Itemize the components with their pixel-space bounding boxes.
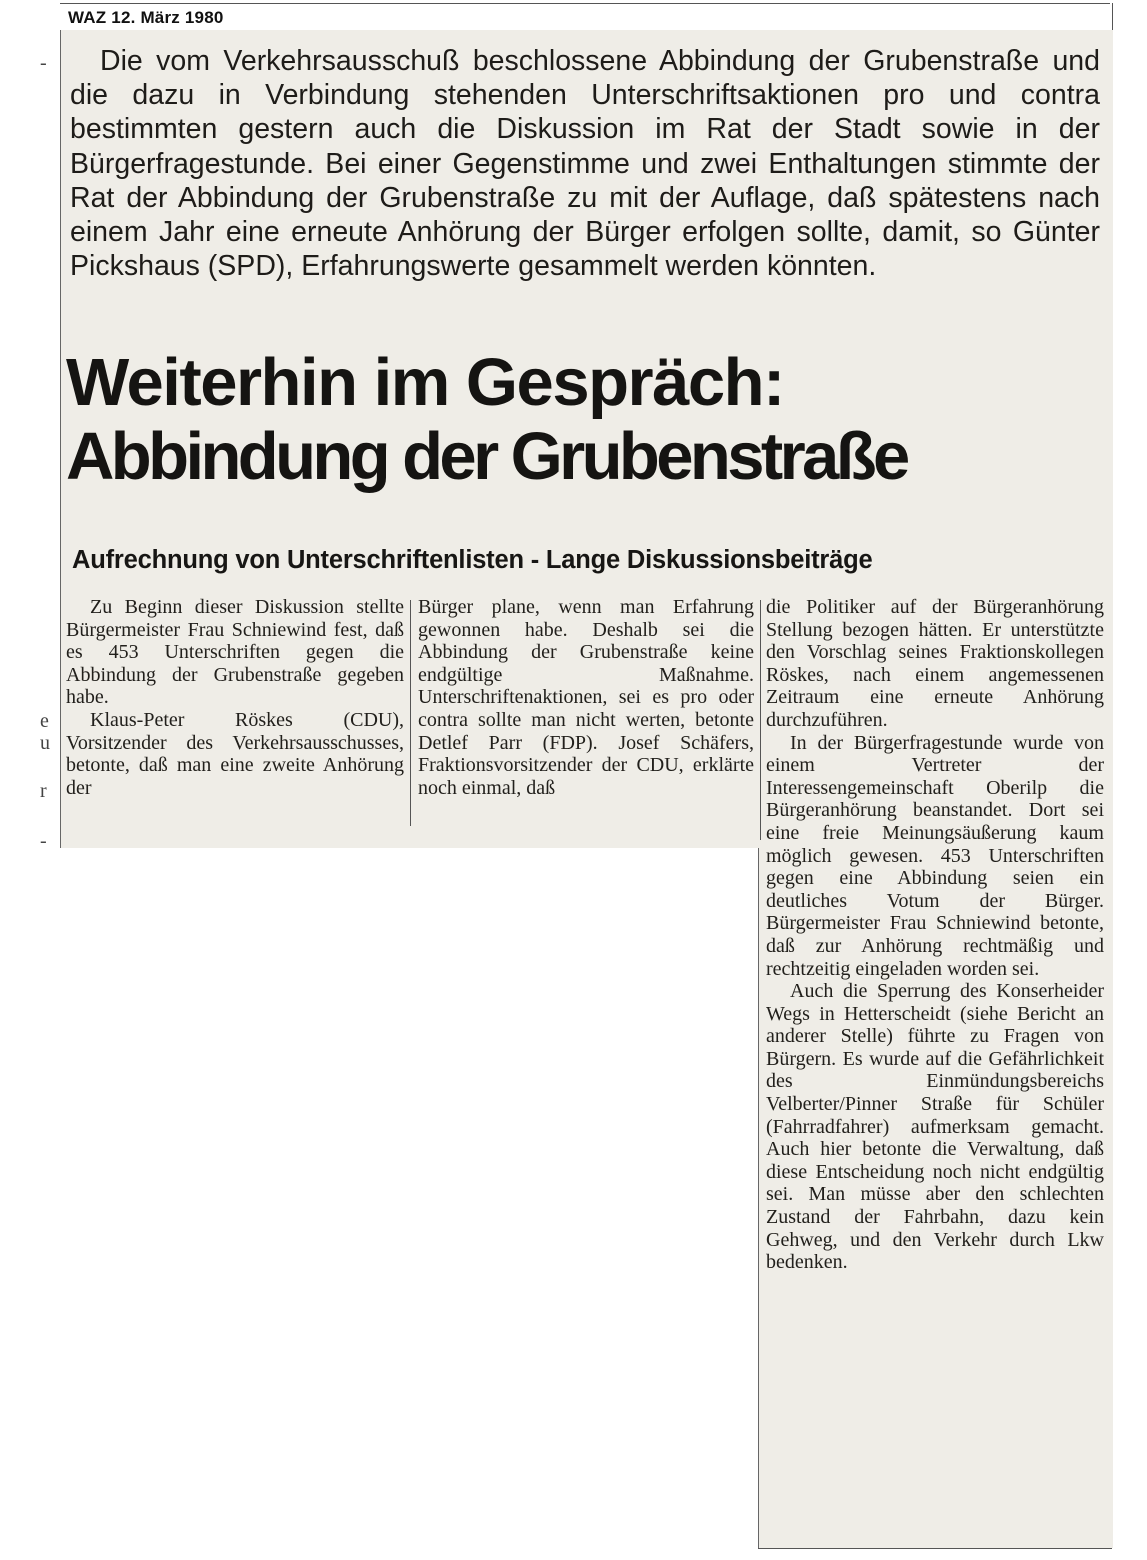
column-divider <box>760 600 761 840</box>
clipping-top-edge <box>60 3 1110 4</box>
article-headline <box>66 346 1111 494</box>
column-paragraph: In der Bürgerfragestunde wurde von einem Vertreter der Interessengemeinschaft Oberilp die Bürgeranhörung beanstandet. Dort sei eine freie Meinungsäußerung kaum möglich gewesen. 453 Unterschriften gegen eine Abbindung seien ein deutliches Votum der Bürger. Bürgermeister Frau Schniewind betonte, daß zur Anhörung rechtmäßig und rechtzeitig eingeladen worden sei. <box>766 731 1104 980</box>
column-paragraph: Klaus-Peter Röskes (CDU), Vorsitzender des Verkehrsausschusses, betonte, daß man eine zweite Anhörung der <box>66 708 404 799</box>
column-divider <box>410 600 411 826</box>
article-column-1 <box>66 596 404 799</box>
clipping-bottom-edge <box>758 1548 1112 1549</box>
margin-fragment: r <box>40 780 47 802</box>
article-column-2 <box>418 596 754 799</box>
article-intro: Die vom Verkehrsausschuß beschlossene Abbindung der Grubenstraße und die dazu in Verbindung stehenden Unterschriftsaktionen pro und contra bestimmten gestern auch die Diskussion im Rat der Stadt sowie in der Bürgerfragestunde. Bei einer Gegenstimme und zwei Enthaltungen stimmte der Rat der Abbindung der Grubenstraße zu mit der Auflage, daß spätestens nach einem Jahr eine erneute Anhörung der Bürger erfolgen sollte, damit, so Günter Pickshaus (SPD), Erfahrungswerte gesammelt werden könnten. <box>70 45 1100 283</box>
headline-line-2: Abbindung der Grubenstraße <box>66 419 907 494</box>
margin-dash: - <box>40 52 47 74</box>
column-paragraph: Auch die Sperrung des Konserheider Wegs in Hetterscheidt (siehe Bericht an anderer Stelle) führte zu Fragen von Bürgern. Es wurde auf die Gefährlichkeit des Einmündungsbereichs Velberter/Pinner Straße für Schüler (Fahrradfahrer) aufmerksam gemacht. Auch hier betonte die Verwaltung, daß diese Entscheidung noch nicht endgültig sei. Man müsse aber den schlechten Zustand der Fahrbahn, dazu kein Gehweg, und den Verkehr durch Lkw bedenken. <box>766 980 1104 1274</box>
margin-fragment: e <box>40 710 49 732</box>
margin-fragment: u <box>40 732 50 754</box>
article-column-3 <box>766 596 1104 1274</box>
article-subheadline: Aufrechnung von Unterschriftenlisten - Lange Diskussionsbeiträge <box>72 546 873 574</box>
source-label: WAZ 12. März 1980 <box>68 8 224 27</box>
margin-fragments <box>38 50 54 850</box>
column-paragraph: Zu Beginn dieser Diskussion stellte Bürgermeister Frau Schniewind fest, daß es 453 Unterschriften gegen die Abbindung der Grubenstraße gegeben habe. <box>66 596 404 709</box>
column-paragraph: Bürger plane, wenn man Erfahrung gewonnen habe. Deshalb sei die Abbindung der Grubenstraße keine endgültige Maßnahme. Unterschriftenaktionen, sei es pro oder contra sollte man nicht werten, betonte Detlef Parr (FDP). Josef Schäfers, Fraktionsvorsitzender der CDU, erklärte noch einmal, daß <box>418 596 754 799</box>
margin-fragment: - <box>40 830 47 852</box>
headline-line-1: Weiterhin im Gespräch: <box>66 345 784 420</box>
column-paragraph: die Politiker auf der Bürgeranhörung Stellung bezogen hätten. Er unterstützte den Vorschlag seines Fraktionskollegen Röskes, nach einem angemessenen Zeitraum eine erneute Anhörung durchzuführen. <box>766 596 1104 731</box>
